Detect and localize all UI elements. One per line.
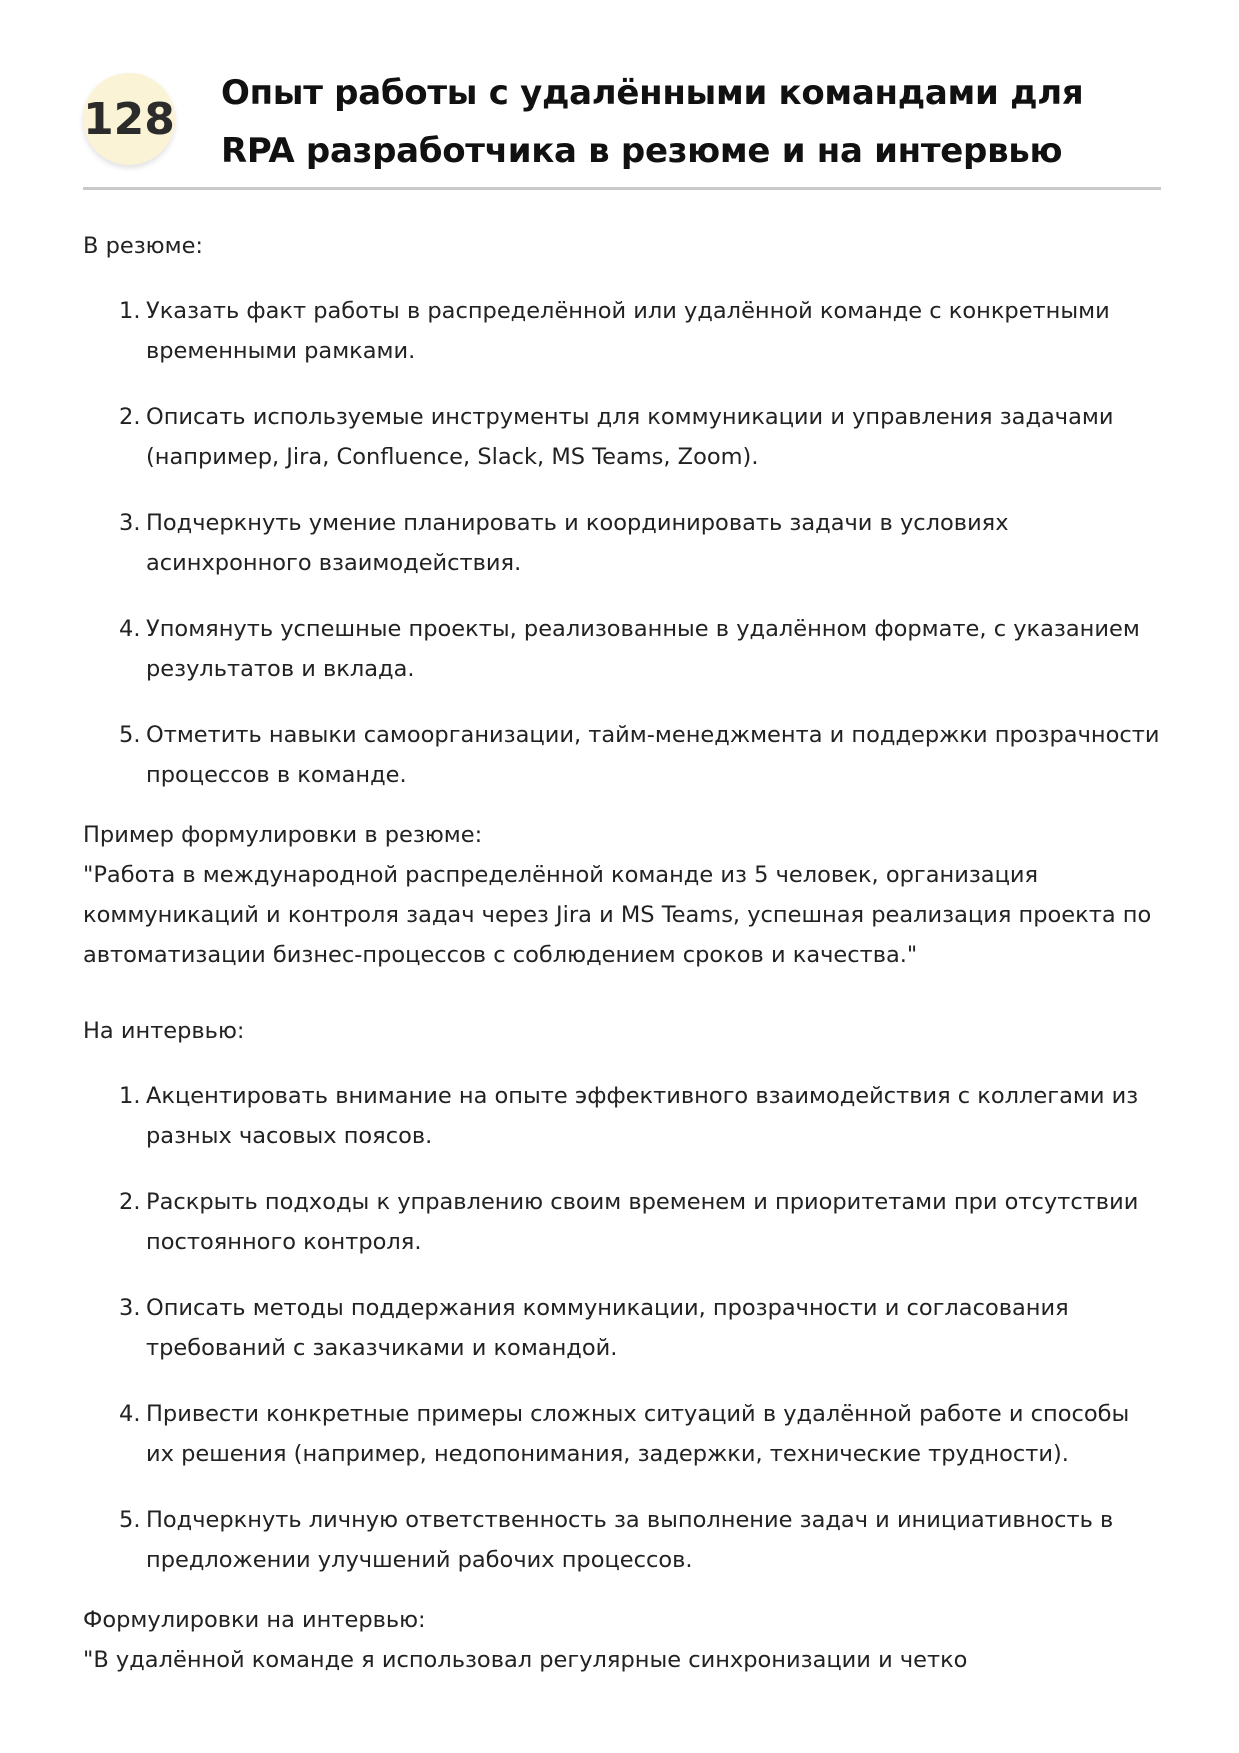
list-item-number: 3.: [119, 1295, 141, 1321]
resume-example-text: "Работа в международной распределённой команде из 5 человек, организация коммуникаций и контроля задач через Jira и MS Teams, успешная реализация проекта по автоматизации бизнес-процессов с соблюдением сроков и качества.": [83, 862, 1152, 968]
list-item-number: 1.: [119, 1083, 141, 1109]
list-item: [83, 1288, 1161, 1368]
list-item-text: Раскрыть подходы к управлению своим временем и приоритетами при отсутствии постоянного контроля.: [146, 1189, 1139, 1255]
list-item-number: 5.: [119, 1507, 141, 1533]
document-page: [83, 58, 1161, 1680]
list-item-text: Описать методы поддержания коммуникации, прозрачности и согласования требований с заказчиками и командой.: [146, 1295, 1069, 1361]
list-item: [83, 1394, 1161, 1474]
list-item-number: 5.: [119, 722, 141, 748]
list-item: [83, 291, 1161, 371]
list-item-number: 2.: [119, 1189, 141, 1215]
resume-section-label: В резюме:: [83, 233, 204, 259]
list-item: [83, 609, 1161, 689]
resume-list: [83, 291, 1161, 795]
list-item: [83, 1500, 1161, 1580]
document-body: [83, 226, 1161, 1680]
list-item: [83, 1076, 1161, 1156]
page-title: Опыт работы с удалёнными командами для RPA разработчика в резюме и на интервью: [221, 73, 1084, 171]
list-item: [83, 715, 1161, 795]
list-item-text: Отметить навыки самоорганизации, тайм-менеджмента и поддержки прозрачности процессов в команде.: [146, 722, 1160, 788]
resume-example-label: Пример формулировки в резюме:: [83, 822, 483, 848]
list-item: [83, 397, 1161, 477]
interview-example-label: Формулировки на интервью:: [83, 1607, 426, 1633]
list-item-number: 4.: [119, 616, 141, 642]
list-item-number: 3.: [119, 510, 141, 536]
interview-example-text: "В удалённой команде я использовал регулярные синхронизации и четко: [83, 1647, 968, 1673]
list-item-number: 4.: [119, 1401, 141, 1427]
list-item-text: Подчеркнуть умение планировать и координировать задачи в условиях асинхронного взаимодействия.: [146, 510, 1009, 576]
interview-section-label: На интервью:: [83, 1018, 245, 1044]
list-item-text: Подчеркнуть личную ответственность за выполнение задач и инициативность в предложении улучшений рабочих процессов.: [146, 1507, 1114, 1573]
list-item-number: 2.: [119, 404, 141, 430]
interview-list: [83, 1076, 1161, 1580]
list-item: [83, 1182, 1161, 1262]
list-item-text: Акцентировать внимание на опыте эффективного взаимодействия с коллегами из разных часовых поясов.: [146, 1083, 1139, 1149]
section-number-badge: 128: [83, 73, 175, 165]
list-item-number: 1.: [119, 298, 141, 324]
list-item-text: Привести конкретные примеры сложных ситуаций в удалённой работе и способы их решения (например, недопонимания, задержки, технические трудности).: [146, 1401, 1130, 1467]
list-item-text: Указать факт работы в распределённой или удалённой команде с конкретными временными рамками.: [146, 298, 1110, 364]
list-item: [83, 503, 1161, 583]
section-header: [83, 58, 1161, 190]
list-item-text: Описать используемые инструменты для коммуникации и управления задачами (например, Jira, Confluence, Slack, MS Teams, Zoom).: [146, 404, 1114, 470]
list-item-text: Упомянуть успешные проекты, реализованные в удалённом формате, с указанием результатов и вклада.: [146, 616, 1140, 682]
